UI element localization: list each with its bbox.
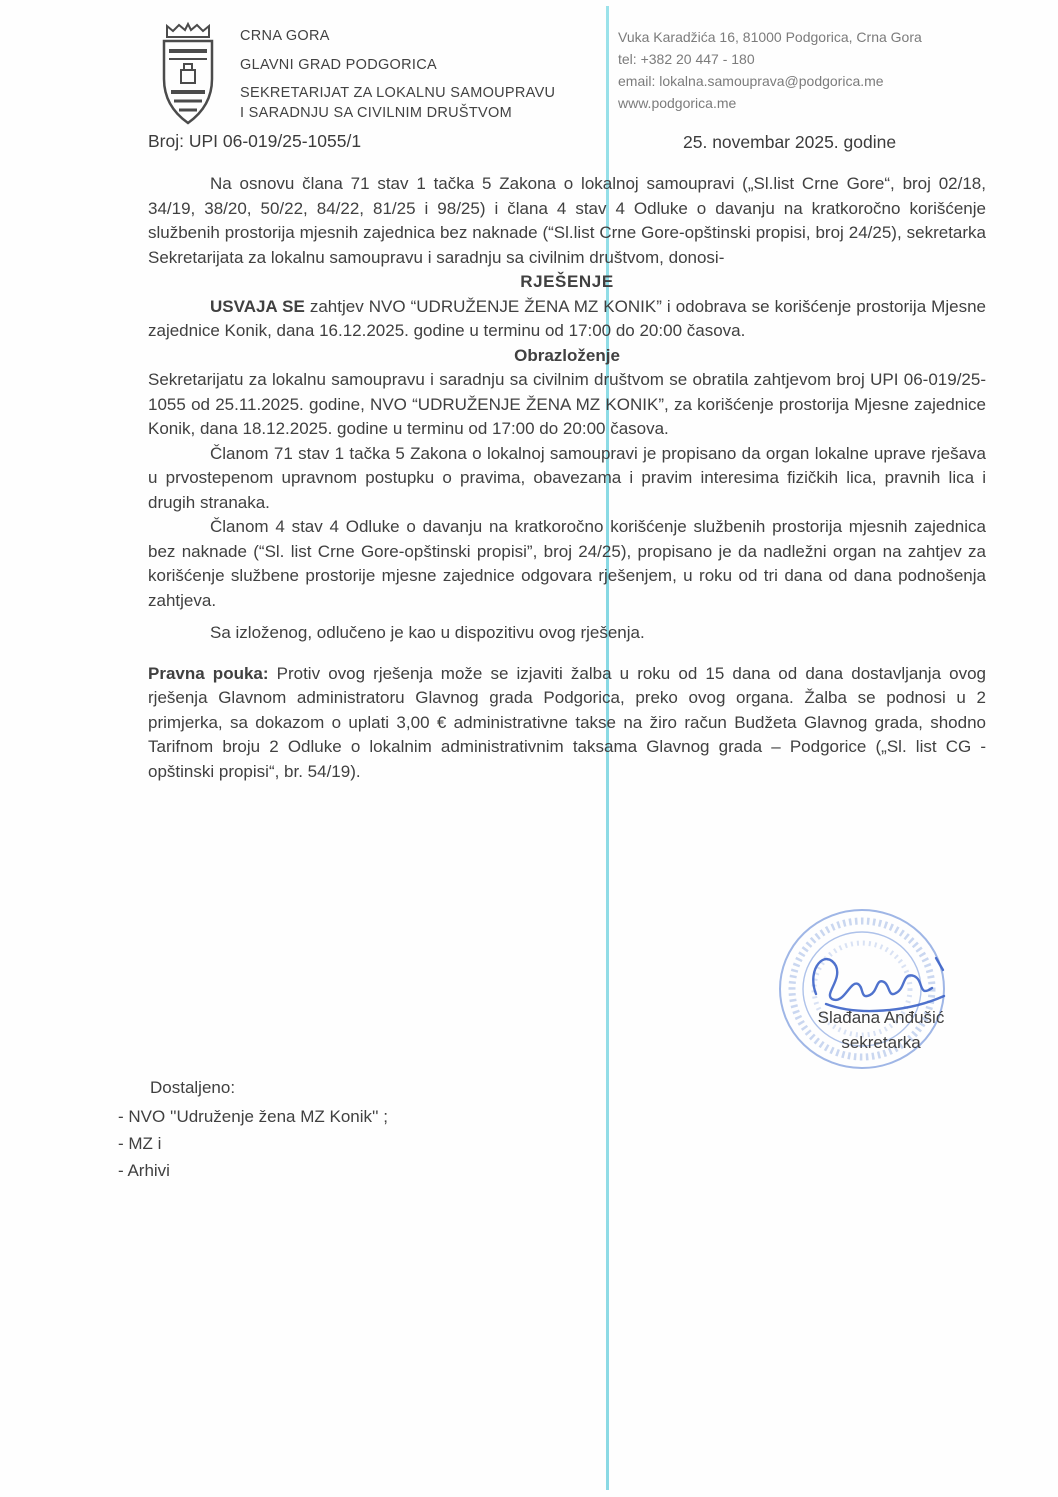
document-date: 25. novembar 2025. godine xyxy=(683,132,897,152)
contact-address: Vuka Karadžića 16, 81000 Podgorica, Crna Gora xyxy=(618,29,922,45)
signatory-title: sekretarka xyxy=(841,1033,921,1052)
contact-phone: tel: +382 20 447 - 180 xyxy=(618,51,755,67)
org-line-secretariat-1: SEKRETARIJAT ZA LOKALNU SAMOUPRAVU xyxy=(240,85,556,101)
distribution-label: Dostaljeno: xyxy=(150,1078,236,1097)
distribution-item: - Arhivi xyxy=(118,1161,170,1180)
conclusion-paragraph: Sa izloženog, odlučeno je kao u dispozitivu ovog rješenja. xyxy=(210,623,645,642)
org-line-secretariat-2: I SARADNJU SA CIVILNIM DRUŠTVOM xyxy=(240,105,512,121)
intro-paragraph: Na osnovu člana 71 stav 1 tačka 5 Zakona o lokalnoj samoupravi („Sl.list Crne Gore“, broj 02/18, 34/19, 38/20, 50/22, 84/22, 81/25 i 98/25) i člana 4 stav 4 Odluke o davanju na kratkoročno korišćenje službenih prostorija mjesnih zajednica bez naknade (“Sl.list Crne Gore-opštinski propisi, broj 24/25), sekretarka Sekretarijata za lokalnu samoupravu i saradnju sa civilnim društvom, donosi- xyxy=(148,174,986,267)
distribution-list xyxy=(118,1074,388,1184)
decision-paragraph xyxy=(148,295,986,344)
contact-email: email: lokalna.samouprava@podgorica.me xyxy=(618,73,884,89)
document-body xyxy=(148,172,986,784)
org-line-country: CRNA GORA xyxy=(240,28,330,44)
explanation-paragraph-3: Članom 4 stav 4 Odluke o davanju na kratkoročno korišćenje službenih prostorija mjesnih zajednica bez naknade (“Sl. list Crne Gore-opštinski propisi”, broj 24/25), propisano je da nadležni organ na zahtjev za korišćenje službene prostorije mjesne zajednice odgovara rješenjem, u roku od tri dana od dana podnošenja zahtjeva. xyxy=(148,517,986,610)
org-line-city: GLAVNI GRAD PODGORICA xyxy=(240,57,437,73)
explanation-paragraph-1: Sekretarijatu za lokalnu samoupravu i saradnju sa civilnim društvom se obratila zahtjevom broj UPI 06-019/25-1055 od 25.11.2025. godine, NVO “UDRUŽENJE ŽENA MZ KONIK”, za korišćenje prostorija Mjesne zajednice Konik, dana 18.12.2025. godine u terminu od 17:00 do 20:00 časova. xyxy=(148,370,986,438)
legal-remedy-paragraph xyxy=(148,662,986,785)
distribution-item: - NVO ''Udruženje žena MZ Konik'' ; xyxy=(118,1107,388,1126)
reference-number: Broj: UPI 06-019/25-1055/1 xyxy=(148,131,362,151)
legal-remedy-label: Pravna pouka: xyxy=(148,663,269,683)
organization-header xyxy=(240,28,555,121)
signatory-name: Slađana Anđušić xyxy=(817,1008,945,1027)
contact-info xyxy=(618,26,922,114)
legal-remedy-text: Protiv ovog rješenja može se izjaviti žalba u roku od 15 dana od dana dostavljanja ovog rješenja Glavnom administratoru Glavnog grada Podgorica, preko ovog organa. Žalba se podnosi u 2 primjerka, sa dokazom o uplati 3,00 € administrativne takse na žiro račun Budžeta Glavnog grada, shodno Tarifnom broju 2 Odluke o lokalnim administrativnim taksama Glavnog grada – Podgorice („Sl. list CG - opštinski propisi“, br. 54/19). xyxy=(148,663,986,781)
decision-text: zahtjev NVO “UDRUŽENJE ŽENA MZ KONIK” i odobrava se korišćenje prostorija Mjesne zajednice Konik, dana 16.12.2025. godine u terminu od 17:00 do 20:00 časova. xyxy=(148,296,986,340)
explanation-paragraph-2: Članom 71 stav 1 tačka 5 Zakona o lokalnoj samoupravi je propisano da organ lokalne uprave rješava u prvostepenom upravnom postupku o pravima, obavezama i pravim interesima fizičkih lica, pravnih lica i drugih stranaka. xyxy=(148,443,986,512)
section-title-obrazlozenje: Obrazloženje xyxy=(514,345,620,365)
decision-keyword: USVAJA SE xyxy=(210,296,305,316)
distribution-item: - MZ i xyxy=(118,1134,162,1153)
podgorica-coat-of-arms-icon xyxy=(156,20,220,133)
contact-website: www.podgorica.me xyxy=(618,95,737,111)
document-title: RJEŠENJE xyxy=(520,272,614,291)
